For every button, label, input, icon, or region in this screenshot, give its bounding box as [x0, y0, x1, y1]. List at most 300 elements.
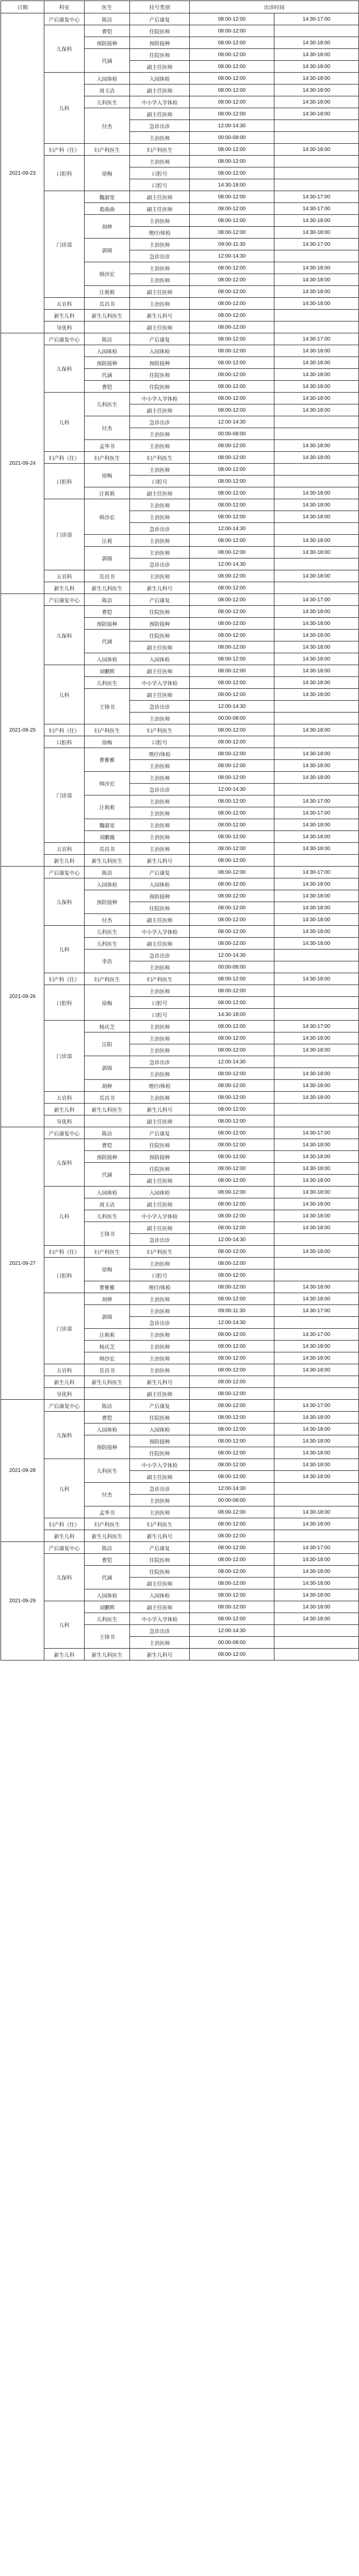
doctor-cell: 韩沙宏 [85, 262, 130, 286]
department-cell: 口腔科 [44, 464, 85, 499]
type-cell: 理疗/体检 [130, 1080, 190, 1092]
am-time-cell: 08:00-12:00 [190, 156, 274, 167]
am-time-cell: 08:00-12:00 [190, 203, 274, 215]
header-doctor: 医生 [85, 1, 130, 13]
pm-time-cell: 14:30-18:00 [274, 440, 359, 452]
doctor-cell: 李浩 [85, 950, 130, 973]
department-cell: 门诊部 [44, 499, 85, 570]
type-cell: 口腔号 [130, 476, 190, 487]
pm-time-cell [274, 156, 359, 167]
pm-time-cell: 14:30-18:00 [274, 1151, 359, 1163]
doctor-cell: 付杰 [85, 1483, 130, 1506]
doctor-cell: 入园体检 [85, 1187, 130, 1198]
department-cell: 新生儿科 [44, 1649, 85, 1660]
pm-time-cell: 14:30-18:00 [274, 1506, 359, 1518]
department-cell: 门诊部 [44, 1293, 85, 1364]
table-row [1, 499, 359, 511]
pm-time-cell [274, 985, 359, 997]
table-row [1, 1542, 359, 1554]
department-cell: 新生儿科 [44, 582, 85, 594]
type-cell: 入园体检 [130, 878, 190, 890]
type-cell: 妇产科医生 [130, 724, 190, 736]
type-cell: 理疗/体检 [130, 1281, 190, 1293]
pm-time-cell [274, 1530, 359, 1542]
department-cell: 儿保科 [44, 1412, 85, 1459]
department-cell: 儿保科 [44, 1139, 85, 1187]
am-time-cell: 08:00-12:00 [190, 1151, 274, 1163]
type-cell: 主治医师 [130, 262, 190, 274]
type-cell: 入园体检 [130, 1589, 190, 1601]
pm-time-cell: 14:30-18:00 [274, 748, 359, 760]
am-time-cell: 08:00-12:00 [190, 1506, 274, 1518]
pm-time-cell: 14:30-18:00 [274, 1566, 359, 1578]
table-row [1, 1115, 359, 1127]
doctor-cell: 岳昌书 [85, 1364, 130, 1376]
pm-time-cell [274, 1258, 359, 1269]
pm-time-cell: 14:30-18:00 [274, 890, 359, 902]
am-time-cell: 08:00-12:00 [190, 1364, 274, 1376]
pm-time-cell: 14:30-18:00 [274, 381, 359, 393]
doctor-cell: 孟华书 [85, 440, 130, 452]
type-cell: 产后康复 [130, 1400, 190, 1412]
pm-time-cell: 14:30-17:00 [274, 1400, 359, 1412]
doctor-cell: 徐梅 [85, 156, 130, 191]
date-cell: 2021-09-28 [1, 1400, 44, 1542]
table-row [1, 973, 359, 985]
department-cell: 产后康复中心 [44, 867, 85, 878]
am-time-cell: 08:00-12:00 [190, 1554, 274, 1566]
am-time-cell: 08:00-12:00 [190, 357, 274, 369]
doctor-cell: 刘鹏薇 [85, 831, 130, 843]
doctor-cell: 徐梅 [85, 1258, 130, 1281]
am-time-cell: 08:00-12:00 [190, 1566, 274, 1578]
department-cell: 导优科 [44, 321, 85, 333]
type-cell: 急诊出诊 [130, 558, 190, 570]
type-cell: 急诊出诊 [130, 1056, 190, 1068]
am-time-cell: 08:00-12:00 [190, 286, 274, 298]
department-cell: 新生儿科 [44, 1104, 85, 1115]
am-time-cell: 08:00-12:00 [190, 689, 274, 701]
doctor-cell: 曹雅雅 [85, 1281, 130, 1293]
department-cell: 五官科 [44, 843, 85, 855]
type-cell: 妇产科医生 [130, 144, 190, 156]
type-cell: 主治医师 [130, 1352, 190, 1364]
type-cell: 副主任医师 [130, 487, 190, 499]
doctor-cell: 徐梅 [85, 464, 130, 487]
pm-time-cell: 14:30-18:00 [274, 1246, 359, 1258]
pm-time-cell: 14:30-18:00 [274, 487, 359, 499]
doctor-cell: 新生儿科医生 [85, 1104, 130, 1115]
type-cell: 副主任医师 [130, 84, 190, 96]
am-time-cell: 08:00-12:00 [190, 1163, 274, 1175]
doctor-cell: 徐梅 [85, 985, 130, 1021]
type-cell: 入园体检 [130, 345, 190, 357]
type-cell: 主治医师 [130, 1032, 190, 1044]
pm-time-cell: 14:30-18:00 [274, 393, 359, 404]
department-cell: 儿科 [44, 1459, 85, 1518]
type-cell: 急诊出诊 [130, 1317, 190, 1329]
pm-time-cell [274, 1115, 359, 1127]
type-cell: 副主任医师 [130, 1175, 190, 1187]
pm-time-cell: 14:30-18:00 [274, 1578, 359, 1589]
pm-time-cell: 14:30-17:00 [274, 867, 359, 878]
pm-time-cell: 14:30-18:00 [274, 84, 359, 96]
department-cell: 儿科 [44, 393, 85, 452]
am-time-cell: 08:00-12:00 [190, 938, 274, 950]
department-cell: 产后康复中心 [44, 1127, 85, 1139]
doctor-cell: 杨庆芝 [85, 1021, 130, 1032]
am-time-cell: 08:00-12:00 [190, 1423, 274, 1435]
type-cell: 主治医师 [130, 985, 190, 997]
type-cell: 主治医师 [130, 1506, 190, 1518]
type-cell: 主治医师 [130, 1258, 190, 1269]
pm-time-cell [274, 428, 359, 440]
department-cell: 妇产科（住） [44, 724, 85, 736]
department-cell: 新生儿科 [44, 1530, 85, 1542]
doctor-cell: 周玉洁 [85, 84, 130, 96]
pm-time-cell [274, 855, 359, 867]
type-cell: 急诊出诊 [130, 1625, 190, 1637]
am-time-cell: 08:00-12:00 [190, 1435, 274, 1447]
date-cell: 2021-09-26 [1, 867, 44, 1127]
doctor-cell: 预防接种 [85, 618, 130, 630]
am-time-cell: 08:00-12:00 [190, 582, 274, 594]
pm-time-cell: 14:30-18:00 [274, 144, 359, 156]
table-row [1, 156, 359, 167]
type-cell: 副主任医师 [130, 938, 190, 950]
type-cell: 主治医师 [130, 843, 190, 855]
pm-time-cell [274, 132, 359, 144]
table-row [1, 867, 359, 878]
doctor-cell: 妇产科医生 [85, 144, 130, 156]
am-time-cell: 00:00-08:00 [190, 132, 274, 144]
date-cell: 2021-09-29 [1, 1542, 44, 1660]
table-row [1, 1400, 359, 1412]
table-row [1, 73, 359, 84]
table-row [1, 1459, 359, 1471]
type-cell: 住院医师 [130, 1412, 190, 1423]
doctor-cell: 儿科医生 [85, 1459, 130, 1483]
pm-time-cell: 14:30-18:00 [274, 724, 359, 736]
type-cell: 产后康复 [130, 333, 190, 345]
type-cell: 新生儿科号 [130, 1530, 190, 1542]
doctor-cell: 儿科医生 [85, 1613, 130, 1625]
doctor-cell: 陈洁 [85, 13, 130, 25]
type-cell: 急诊出诊 [130, 416, 190, 428]
pm-time-cell: 14:30-18:00 [274, 641, 359, 653]
am-time-cell: 08:00-12:00 [190, 1175, 274, 1187]
pm-time-cell: 14:30-18:00 [274, 1613, 359, 1625]
pm-time-cell: 14:30-18:00 [274, 286, 359, 298]
department-cell: 五官科 [44, 1092, 85, 1104]
type-cell: 副主任医师 [130, 321, 190, 333]
pm-time-cell: 14:30-18:00 [274, 1080, 359, 1092]
pm-time-cell: 14:30-18:00 [274, 677, 359, 689]
am-time-cell: 08:00-12:00 [190, 1115, 274, 1127]
am-time-cell: 08:00-12:00 [190, 84, 274, 96]
doctor-cell: 新生儿科医生 [85, 1376, 130, 1388]
table-row [1, 855, 359, 867]
am-time-cell: 08:00-12:00 [190, 1104, 274, 1115]
am-time-cell: 08:00-12:00 [190, 807, 274, 819]
type-cell: 入园体检 [130, 73, 190, 84]
type-cell: 口腔号 [130, 736, 190, 748]
doctor-cell: 入园体检 [85, 345, 130, 357]
am-time-cell: 08:00-12:00 [190, 215, 274, 227]
date-cell: 2021-09-25 [1, 594, 44, 867]
pm-time-cell: 14:30-18:00 [274, 1423, 359, 1435]
type-cell: 主治医师 [130, 795, 190, 807]
pm-time-cell: 14:30-18:00 [274, 1032, 359, 1044]
pm-time-cell: 14:30-17:00 [274, 333, 359, 345]
department-cell: 产后康复中心 [44, 594, 85, 606]
type-cell: 主治医师 [130, 1092, 190, 1104]
type-cell: 主治医师 [130, 499, 190, 511]
am-time-cell: 08:00-12:00 [190, 878, 274, 890]
department-cell: 儿科 [44, 1187, 85, 1246]
doctor-cell [85, 321, 130, 333]
table-row [1, 1412, 359, 1423]
date-cell: 2021-09-23 [1, 13, 44, 333]
pm-time-cell: 14:30-18:00 [274, 1518, 359, 1530]
pm-time-cell: 14:30-18:00 [274, 772, 359, 784]
pm-time-cell [274, 1483, 359, 1495]
am-time-cell: 12:00-14:30 [190, 558, 274, 570]
table-row [1, 1127, 359, 1139]
am-time-cell: 08:00-12:00 [190, 333, 274, 345]
pm-time-cell: 14:30-18:00 [274, 227, 359, 239]
type-cell: 中小学入学体检 [130, 393, 190, 404]
department-cell: 儿保科 [44, 1554, 85, 1601]
am-time-cell: 08:00-12:00 [190, 867, 274, 878]
pm-time-cell: 14:30-18:00 [274, 938, 359, 950]
doctor-cell: 葛曲曲 [85, 203, 130, 215]
department-cell: 五官科 [44, 298, 85, 310]
type-cell: 主治医师 [130, 760, 190, 772]
type-cell: 主治医师 [130, 1293, 190, 1305]
type-cell: 入园体检 [130, 1187, 190, 1198]
department-cell: 产后康复中心 [44, 13, 85, 25]
am-time-cell: 08:00-12:00 [190, 464, 274, 476]
table-body [1, 13, 359, 1660]
table-row [1, 1258, 359, 1269]
doctor-cell: 新生儿科医生 [85, 582, 130, 594]
pm-time-cell: 14:30-18:00 [274, 1044, 359, 1056]
table-row [1, 1293, 359, 1305]
type-cell: 妇产科医生 [130, 452, 190, 464]
type-cell: 主治医师 [130, 1495, 190, 1506]
doctor-cell: 付杰 [85, 416, 130, 440]
am-time-cell: 08:00-12:00 [190, 855, 274, 867]
am-time-cell: 00:00-08:00 [190, 961, 274, 973]
type-cell: 口腔号 [130, 997, 190, 1009]
type-cell: 产后康复 [130, 1542, 190, 1554]
table-row [1, 345, 359, 357]
am-time-cell: 08:00-12:00 [190, 630, 274, 641]
doctor-cell: 陈洁 [85, 1400, 130, 1412]
doctor-cell: 郭锦 [85, 1056, 130, 1080]
type-cell: 新生儿科号 [130, 310, 190, 321]
doctor-cell: 儿科医生 [85, 677, 130, 689]
type-cell: 急诊出诊 [130, 250, 190, 262]
type-cell: 主治医师 [130, 239, 190, 250]
doctor-cell: 儿科医生 [85, 938, 130, 950]
doctor-cell: 儿科医生 [85, 96, 130, 108]
pm-time-cell: 14:30-18:00 [274, 606, 359, 618]
department-cell: 门诊部 [44, 1021, 85, 1092]
am-time-cell: 08:00-12:00 [190, 1649, 274, 1660]
am-time-cell: 08:00-12:00 [190, 724, 274, 736]
table-row [1, 926, 359, 938]
am-time-cell: 08:00-12:00 [190, 440, 274, 452]
am-time-cell: 08:00-12:00 [190, 902, 274, 914]
department-cell: 口腔科 [44, 156, 85, 191]
am-time-cell: 08:00-12:00 [190, 914, 274, 926]
pm-time-cell [274, 1388, 359, 1400]
pm-time-cell [274, 1234, 359, 1246]
table-row [1, 452, 359, 464]
doctor-cell: 代涵 [85, 630, 130, 653]
table-row [1, 1601, 359, 1613]
doctor-cell: 王锋书 [85, 1222, 130, 1246]
table-row [1, 665, 359, 677]
pm-time-cell: 14:30-18:00 [274, 345, 359, 357]
department-cell: 导优科 [44, 1115, 85, 1127]
am-time-cell: 08:00-12:00 [190, 1613, 274, 1625]
am-time-cell: 12:00-14:30 [190, 250, 274, 262]
pm-time-cell [274, 1269, 359, 1281]
am-time-cell: 08:00-12:00 [190, 1352, 274, 1364]
table-row [1, 25, 359, 37]
department-cell: 儿科 [44, 1601, 85, 1649]
am-time-cell: 08:00-12:00 [190, 1542, 274, 1554]
pm-time-cell [274, 464, 359, 476]
doctor-cell: 儿科医生 [85, 393, 130, 416]
am-time-cell: 08:00-12:00 [190, 262, 274, 274]
pm-time-cell: 14:30-18:00 [274, 926, 359, 938]
pm-time-cell [274, 250, 359, 262]
pm-time-cell: 14:30-18:00 [274, 357, 359, 369]
doctor-cell: 预防接种 [85, 1435, 130, 1459]
department-cell: 儿保科 [44, 878, 85, 926]
pm-time-cell: 14:30-18:00 [274, 49, 359, 61]
am-time-cell: 08:00-12:00 [190, 191, 274, 203]
am-time-cell: 08:00-12:00 [190, 321, 274, 333]
date-cell: 2021-09-24 [1, 333, 44, 594]
am-time-cell: 08:00-12:00 [190, 144, 274, 156]
table-row [1, 736, 359, 748]
am-time-cell: 08:00-12:00 [190, 1269, 274, 1281]
am-time-cell: 08:00-12:00 [190, 1589, 274, 1601]
am-time-cell: 08:00-12:00 [190, 1471, 274, 1483]
am-time-cell: 08:00-12:00 [190, 1068, 274, 1080]
am-time-cell: 08:00-12:00 [190, 1044, 274, 1056]
department-cell: 门诊部 [44, 748, 85, 843]
type-cell: 主治医师 [130, 819, 190, 831]
type-cell: 主治医师 [130, 132, 190, 144]
department-cell: 产后康复中心 [44, 333, 85, 345]
am-time-cell: 09:00-11:30 [190, 239, 274, 250]
doctor-cell: 胡伸 [85, 215, 130, 239]
pm-time-cell: 14:30-18:00 [274, 61, 359, 73]
department-cell: 新生儿科 [44, 855, 85, 867]
pm-time-cell: 14:30-18:00 [274, 1435, 359, 1447]
doctor-cell: 陈洁 [85, 1127, 130, 1139]
am-time-cell: 08:00-12:00 [190, 831, 274, 843]
department-cell: 产后康复中心 [44, 1542, 85, 1554]
am-time-cell: 08:00-12:00 [190, 381, 274, 393]
pm-time-cell: 14:30-18:00 [274, 570, 359, 582]
pm-time-cell: 14:30-17:00 [274, 1305, 359, 1317]
am-time-cell: 08:00-12:00 [190, 1080, 274, 1092]
table-row [1, 594, 359, 606]
doctor-cell: 郭锦 [85, 547, 130, 570]
type-cell: 产后康复 [130, 13, 190, 25]
pm-time-cell: 14:30-18:00 [274, 831, 359, 843]
schedule-table [1, 1, 359, 1660]
pm-time-cell: 14:30-18:00 [274, 404, 359, 416]
type-cell: 急诊出诊 [130, 523, 190, 535]
am-time-cell: 14:30-18:00 [190, 1009, 274, 1021]
table-row [1, 1649, 359, 1660]
am-time-cell: 08:00-12:00 [190, 606, 274, 618]
doctor-cell: 曹铠 [85, 25, 130, 37]
pm-time-cell: 14:30-18:00 [274, 878, 359, 890]
type-cell: 住院医师 [130, 49, 190, 61]
doctor-cell: 王锋书 [85, 689, 130, 724]
table-row [1, 1554, 359, 1566]
table-row [1, 464, 359, 476]
type-cell: 住院医师 [130, 381, 190, 393]
header-registration-type: 挂号类别 [130, 1, 190, 13]
type-cell: 口腔号 [130, 167, 190, 179]
type-cell: 副主任医师 [130, 404, 190, 416]
am-time-cell: 08:00-12:00 [190, 73, 274, 84]
department-cell: 儿保科 [44, 606, 85, 665]
pm-time-cell: 14:30-18:00 [274, 215, 359, 227]
type-cell: 住院医师 [130, 1566, 190, 1578]
type-cell: 主治医师 [130, 713, 190, 724]
type-cell: 急诊出诊 [130, 950, 190, 961]
pm-time-cell: 14:30-18:00 [274, 535, 359, 547]
pm-time-cell [274, 179, 359, 191]
am-time-cell: 08:00-12:00 [190, 736, 274, 748]
type-cell: 住院医师 [130, 1554, 190, 1566]
pm-time-cell [274, 950, 359, 961]
pm-time-cell: 14:30-18:00 [274, 1589, 359, 1601]
am-time-cell: 08:00-12:00 [190, 570, 274, 582]
type-cell: 新生儿科号 [130, 855, 190, 867]
pm-time-cell: 14:30-18:00 [274, 547, 359, 558]
am-time-cell: 08:00-12:00 [190, 298, 274, 310]
doctor-cell: 入园体检 [85, 1423, 130, 1435]
type-cell: 预防接种 [130, 1151, 190, 1163]
type-cell: 产后康复 [130, 867, 190, 878]
doctor-cell: 付杰 [85, 108, 130, 144]
doctor-cell: 韩沙宏 [85, 772, 130, 795]
doctor-cell: 妇产科医生 [85, 724, 130, 736]
table-row [1, 1246, 359, 1258]
type-cell: 主治医师 [130, 1305, 190, 1317]
am-time-cell: 08:00-12:00 [190, 1139, 274, 1151]
type-cell: 急诊出诊 [130, 1483, 190, 1495]
header-clinic-time: 出诊时间 [190, 1, 359, 13]
am-time-cell: 08:00-12:00 [190, 487, 274, 499]
type-cell: 产后康复 [130, 594, 190, 606]
department-cell: 妇产科（住） [44, 452, 85, 464]
am-time-cell: 08:00-12:00 [190, 1222, 274, 1234]
department-cell: 儿保科 [44, 345, 85, 393]
